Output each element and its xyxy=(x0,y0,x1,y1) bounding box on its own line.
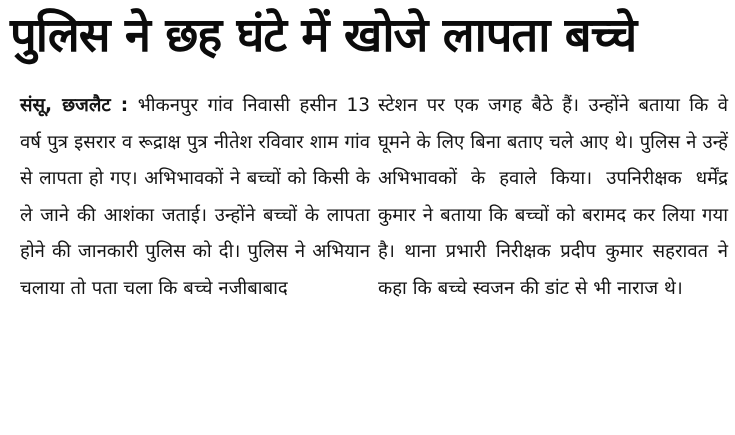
article-column-1 xyxy=(20,88,370,307)
column-2-text: स्टेशन पर एक जगह बैठे हैं। उन्होंने बताया कि वे घूमने के लिए बिना बताए चले आए थे। पुलिस ने उन्हें अभिभावकों के हवाले किया। उपनिरीक्षक धर्मेंद्र कुमार ने बताया कि बच्चों को बरामद कर लिया गया है। थाना प्रभारी निरीक्षक प्रदीप कुमार सहरावत ने कहा कि बच्चे स्वजन की डांट से भी नाराज थे। xyxy=(378,95,728,299)
column-1-text: भीकनपुर गांव निवासी हसीन 13 वर्ष पुत्र इसरार व रूद्राक्ष पुत्र नीतेश रविवार शाम गांव से लापता हो गए। अभिभावकों ने बच्चों को किसी के ले जाने की आशंका जताई। उन्होंने बच्चों के लापता होने की जानकारी पुलिस को दी। पुलिस ने अभियान चलाया तो पता चला कि बच्चे नजीबाबाद xyxy=(20,95,370,299)
article-column-2 xyxy=(378,88,728,307)
article-paragraph-1 xyxy=(20,88,370,307)
dateline: संसू, छजलैट : xyxy=(20,95,129,116)
headline: पुलिस ने छह घंटे में खोजे लापता बच्चे xyxy=(10,8,637,63)
